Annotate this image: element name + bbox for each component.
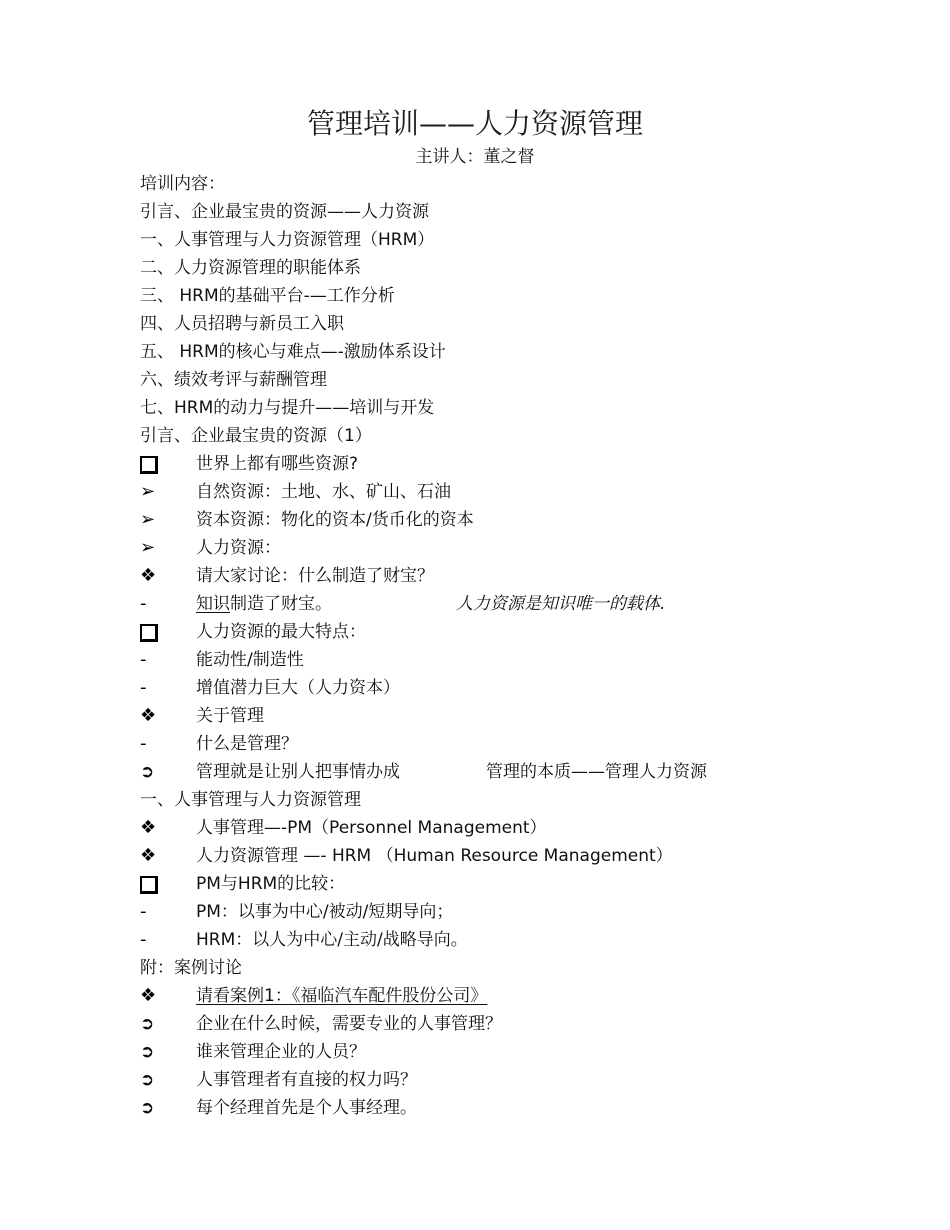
- outline-line: [140, 338, 920, 366]
- bullet-item: [140, 590, 920, 618]
- outline-line: [140, 226, 920, 254]
- outline-line: [140, 254, 920, 282]
- bullet-item: [140, 926, 920, 954]
- bullet-item: [140, 646, 920, 674]
- line-text-body: 四、人员招聘与新员工入职: [140, 314, 344, 334]
- line-text-body: 七、HRM的动力与提升——培训与开发: [140, 398, 435, 418]
- curved-arrow-icon: ➲: [140, 1042, 155, 1062]
- line-text: [196, 562, 434, 590]
- line-text-body: 人事管理—-PM（Personnel Management）: [196, 818, 547, 838]
- bullet-item: [140, 674, 920, 702]
- bullet-item: [140, 1038, 920, 1066]
- line-text-body: PM与HRM的比较：: [196, 874, 346, 894]
- dash-bullet: -: [140, 901, 147, 922]
- underlined-text: 知识: [196, 594, 230, 614]
- line-text: [196, 506, 474, 534]
- side-note: 人力资源是知识唯一的载体.: [456, 594, 666, 614]
- bullet-item: [140, 982, 920, 1010]
- line-text-body: 人力资源的最大特点：: [196, 622, 366, 642]
- bullet-item: [140, 730, 920, 758]
- page-title: 管理培训——人力资源管理: [306, 107, 643, 140]
- curved-arrow-icon: ➲: [140, 762, 155, 782]
- line-text-body: 资本资源：物化的资本/货币化的资本: [196, 510, 474, 530]
- line-text-body: PM：以事为中心/被动/短期导向；: [196, 902, 454, 922]
- bullet-item: [140, 814, 920, 842]
- bullet-item: [140, 842, 920, 870]
- curved-arrow-icon: ➲: [140, 1014, 155, 1034]
- side-note: 管理的本质——管理人力资源: [486, 762, 707, 782]
- line-text: [196, 758, 400, 786]
- line-text: [196, 534, 281, 562]
- four-diamond-icon: ❖: [140, 985, 157, 1006]
- outline-line: [140, 394, 920, 422]
- bullet-item: [140, 562, 920, 590]
- line-text-body: 引言、企业最宝贵的资源（1）: [140, 426, 372, 446]
- four-diamond-icon: ❖: [140, 705, 157, 726]
- line-text-body: 增值潜力巨大（人力资本）: [196, 678, 400, 698]
- dash-bullet: -: [140, 929, 147, 950]
- dash-bullet: -: [140, 649, 147, 670]
- line-text: [140, 254, 361, 282]
- line-text-body: 什么是管理？: [196, 734, 298, 754]
- outline-line: [140, 422, 920, 450]
- line-text-body: 二、人力资源管理的职能体系: [140, 258, 361, 278]
- line-text: [196, 450, 358, 478]
- content-list: [140, 170, 920, 1122]
- dash-bullet: -: [140, 677, 147, 698]
- line-text: [196, 842, 673, 870]
- line-text-body: HRM：以人为中心/主动/战略导向。: [196, 930, 468, 950]
- line-text-body: 三、 HRM的基础平台-—工作分析: [140, 286, 395, 306]
- line-text-body: 附：案例讨论: [140, 958, 242, 978]
- bullet-item: [140, 478, 920, 506]
- line-text: [196, 870, 345, 898]
- line-text: [196, 898, 453, 926]
- bullet-item: [140, 1066, 920, 1094]
- four-diamond-icon: ❖: [140, 817, 157, 838]
- line-text: [196, 1038, 366, 1066]
- line-text-body: 人力资源管理 —- HRM （Human Resource Management）: [196, 846, 673, 866]
- line-text: [140, 366, 327, 394]
- line-text: [140, 786, 361, 814]
- line-text: [196, 730, 298, 758]
- arrow-right-icon: ➢: [140, 537, 156, 558]
- line-text: [140, 310, 344, 338]
- line-text-body: 一、人事管理与人力资源管理（HRM）: [140, 230, 435, 250]
- line-text-body: 世界上都有哪些资源?: [196, 454, 359, 474]
- line-text: [140, 338, 446, 366]
- line-text: [140, 422, 372, 450]
- line-text: [196, 478, 451, 506]
- line-text: [196, 1066, 417, 1094]
- outline-line: [140, 310, 920, 338]
- bullet-item: [140, 618, 920, 646]
- line-text-body: 关于管理: [196, 706, 264, 726]
- outline-line: [140, 954, 920, 982]
- line-text: [196, 618, 366, 646]
- line-text: [140, 954, 242, 982]
- line-text-body: 管理就是让别人把事情办成: [196, 762, 400, 782]
- four-diamond-icon: ❖: [140, 845, 157, 866]
- line-text-body: 谁来管理企业的人员？: [196, 1042, 366, 1062]
- outline-line: [140, 282, 920, 310]
- bullet-item: [140, 1010, 920, 1038]
- line-text-body: 人事管理者有直接的权力吗？: [196, 1070, 417, 1090]
- bullet-item: [140, 702, 920, 730]
- line-text: [140, 226, 434, 254]
- line-text-body: 培训内容：: [140, 174, 225, 194]
- line-text: [140, 170, 225, 198]
- bullet-item: [140, 506, 920, 534]
- line-text-body: 能动性/制造性: [196, 650, 304, 670]
- bullet-item: [140, 450, 920, 478]
- bullet-item: [140, 870, 920, 898]
- bullet-item: [140, 534, 920, 562]
- line-text: [196, 1010, 502, 1038]
- line-text-body: 自然资源：土地、水、矿山、石油: [196, 482, 451, 502]
- line-text: [196, 814, 547, 842]
- line-text: [140, 394, 434, 422]
- outline-line: [140, 786, 920, 814]
- bullet-item: [140, 1094, 920, 1122]
- four-diamond-icon: ❖: [140, 565, 157, 586]
- dash-bullet: -: [140, 733, 147, 754]
- curved-arrow-icon: ➲: [140, 1098, 155, 1118]
- line-text: [196, 982, 487, 1010]
- outline-line: [140, 170, 920, 198]
- arrow-right-icon: ➢: [140, 481, 156, 502]
- line-text-body: 六、绩效考评与薪酬管理: [140, 370, 327, 390]
- line-text: [196, 926, 468, 954]
- line-text-body: 五、 HRM的核心与难点—-激励体系设计: [140, 342, 446, 362]
- bullet-item: [140, 758, 920, 786]
- line-text-body: 请大家讨论：什么制造了财宝？: [196, 566, 434, 586]
- curved-arrow-icon: ➲: [140, 1070, 155, 1090]
- line-text-body: 制造了财宝。: [230, 594, 332, 614]
- line-text: [140, 282, 395, 310]
- dash-bullet: -: [140, 593, 147, 614]
- outline-line: [140, 198, 920, 226]
- bullet-item: [140, 898, 920, 926]
- line-text: [140, 198, 429, 226]
- line-text-body: 一、人事管理与人力资源管理: [140, 790, 361, 810]
- line-text-body: 企业在什么时候，需要专业的人事管理？: [196, 1014, 502, 1034]
- line-text-body: 引言、企业最宝贵的资源——人力资源: [140, 202, 429, 222]
- underlined-text: 请看案例1：《福临汽车配件股份公司》: [196, 986, 488, 1006]
- line-text: [196, 702, 264, 730]
- arrow-right-icon: ➢: [140, 509, 156, 530]
- line-text: [196, 674, 400, 702]
- line-text: [196, 1094, 417, 1122]
- line-text: [196, 646, 304, 674]
- line-text-body: 每个经理首先是个人事经理。: [196, 1098, 417, 1118]
- speaker-line: 主讲人：董之督: [415, 147, 535, 167]
- line-text: [196, 590, 332, 618]
- outline-line: [140, 366, 920, 394]
- line-text-body: 人力资源：: [196, 538, 281, 558]
